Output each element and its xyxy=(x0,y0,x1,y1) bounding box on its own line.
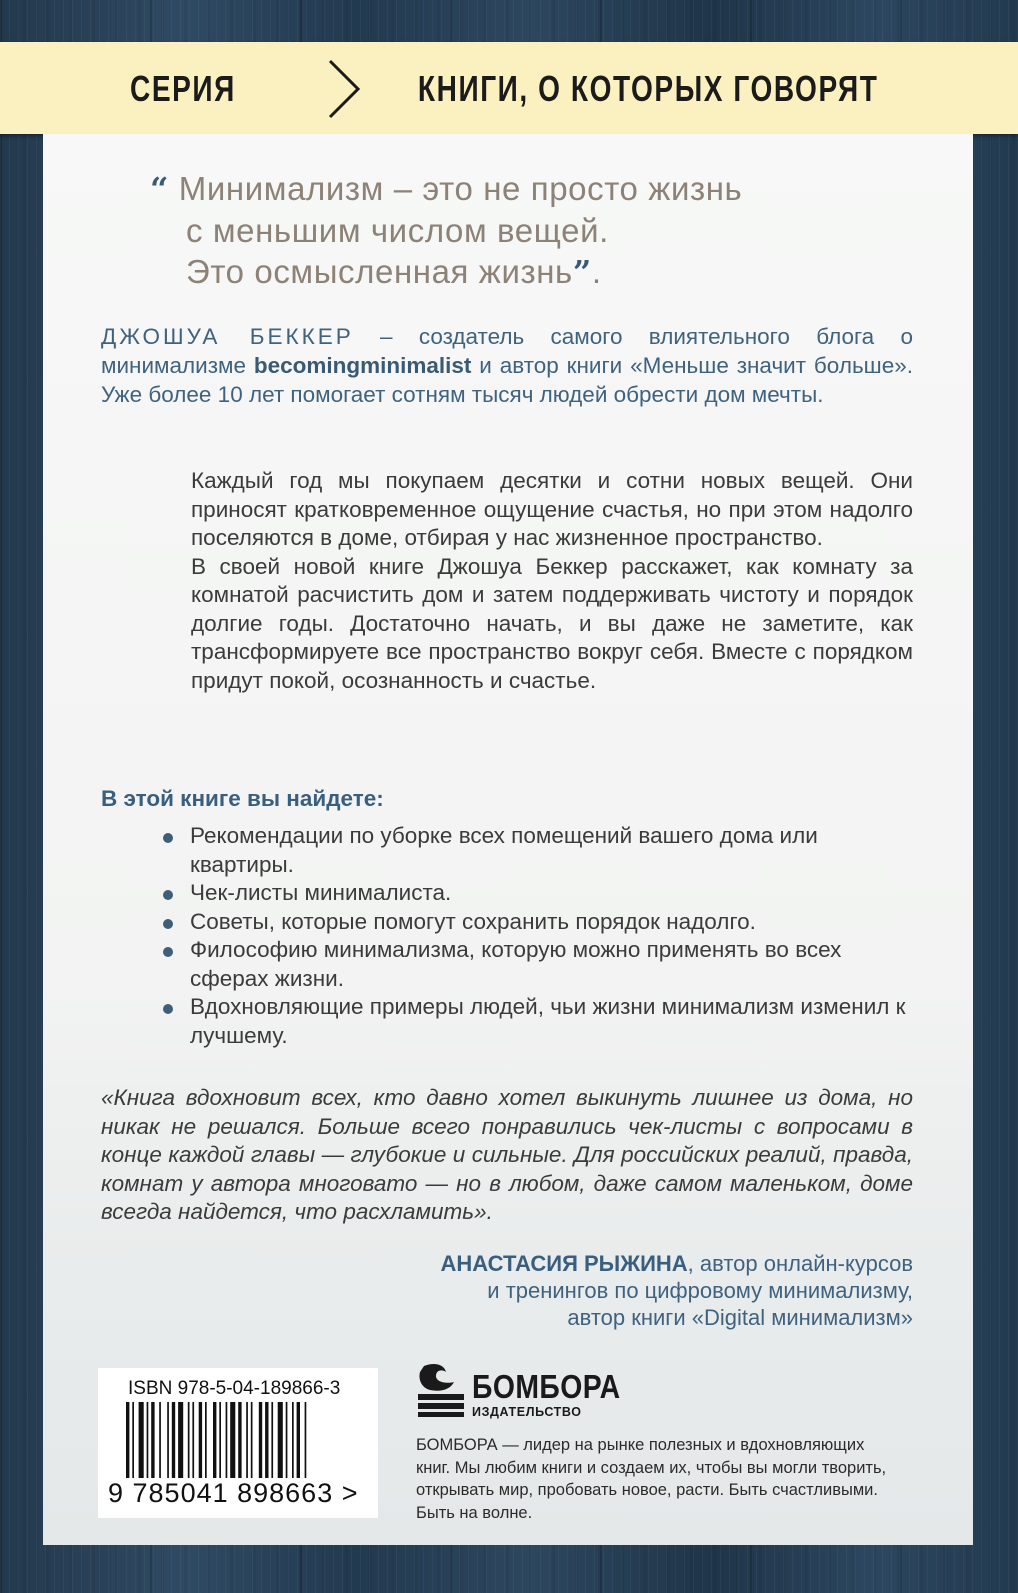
publisher-subtitle: ИЗДАТЕЛЬСТВО xyxy=(472,1405,582,1419)
reviewer-line-2: и тренингов по цифровому минимализму, xyxy=(487,1278,913,1303)
series-banner xyxy=(0,42,1018,134)
author-text-1: – создатель самого влиятельного блога о минимализме xyxy=(101,324,913,378)
list-item: Рекомендации по уборке всех помещений вашего дома или квартиры. xyxy=(160,822,920,879)
quote-line-1: Минимализм – это не просто жизнь xyxy=(178,170,743,207)
chevron-right-icon xyxy=(324,57,364,121)
reviewer-line-3: автор книги «Digital минимализм» xyxy=(567,1305,913,1330)
publisher-description: БОМБОРА — лидер на рынке полезных и вдохновляющих книг. Мы любим книги и создаем их, чтобы вы могли творить, открывать мир, пробовать новое, расти. Быть счастливыми. Быть на волне. xyxy=(416,1436,887,1522)
epigraph-quote xyxy=(150,168,910,293)
series-name: КНИГИ, О КОТОРЫХ ГОВОРЯТ xyxy=(417,68,878,109)
open-quote-icon: “ xyxy=(150,170,170,208)
description-paragraph-2: В своей новой книге Джошуа Беккер расскажет, как комнату за комнатой расчистить дом и затем поддерживать чистоту и порядок долгие годы. Достаточно начать, и вы даже не заметите, как трансформируете все пространство вокруг себя. Вместе с порядком придут покой, осознанность и счастье. xyxy=(191,553,913,693)
barcode-digits: 9 785041 898663 > xyxy=(108,1478,359,1508)
series-label: СЕРИЯ xyxy=(130,68,236,109)
author-text-2: и автор книги «Меньше значит больше». Уже более 10 лет помогает сотням тысяч людей обрести дом мечты. xyxy=(101,353,913,407)
find-list xyxy=(160,822,920,1050)
quote-line-2: с меньшим числом вещей. xyxy=(186,212,609,249)
quote-end: . xyxy=(591,253,602,290)
bombora-wave-logo-icon xyxy=(416,1360,468,1418)
book-description xyxy=(191,467,913,695)
author-intro xyxy=(101,322,913,409)
reviewer-name: АНАСТАСИЯ РЫЖИНА xyxy=(440,1251,688,1276)
barcode-bars-icon xyxy=(126,1402,360,1486)
blog-name: becomingminimalist xyxy=(253,353,472,378)
list-item: Вдохновляющие примеры людей, чьи жизни минимализм изменил к лучшему. xyxy=(160,993,920,1050)
list-item: Чек-листы минималиста. xyxy=(160,879,920,908)
isbn-barcode xyxy=(98,1368,378,1518)
publisher-brand: БОМБОРА xyxy=(472,1368,621,1405)
find-list-title: В этой книге вы найдете: xyxy=(101,786,384,811)
review-attribution xyxy=(313,1250,913,1331)
close-quote-icon: ” xyxy=(572,253,592,291)
reviewer-line-1: , автор онлайн-курсов xyxy=(687,1251,913,1276)
list-item: Философию минимализма, которую можно применять во всех сферах жизни. xyxy=(160,936,920,993)
isbn-text: ISBN 978-5-04-189866-3 xyxy=(128,1378,341,1399)
description-paragraph-1: Каждый год мы покупаем десятки и сотни новых вещей. Они приносят кратковременное ощущение счастья, но при этом надолго поселяются в доме, отбирая у нас жизненное пространство. xyxy=(191,468,913,550)
list-item: Советы, которые помогут сохранить порядок надолго. xyxy=(160,908,920,937)
author-name: ДЖОШУА БЕККЕР xyxy=(101,324,354,349)
quote-line-3: Это осмысленная жизнь xyxy=(186,253,573,290)
review-quote: «Книга вдохновит всех, кто давно хотел выкинуть лишнее из дома, но никак не решался. Больше всего понравились чек-листы с вопросами в конце каждой главы — глубокие и сильные. Для российских реалий, правда, комнат у автора многовато — но в любом, даже самом маленьком, доме всегда найдется, что расхламить». xyxy=(101,1085,913,1224)
